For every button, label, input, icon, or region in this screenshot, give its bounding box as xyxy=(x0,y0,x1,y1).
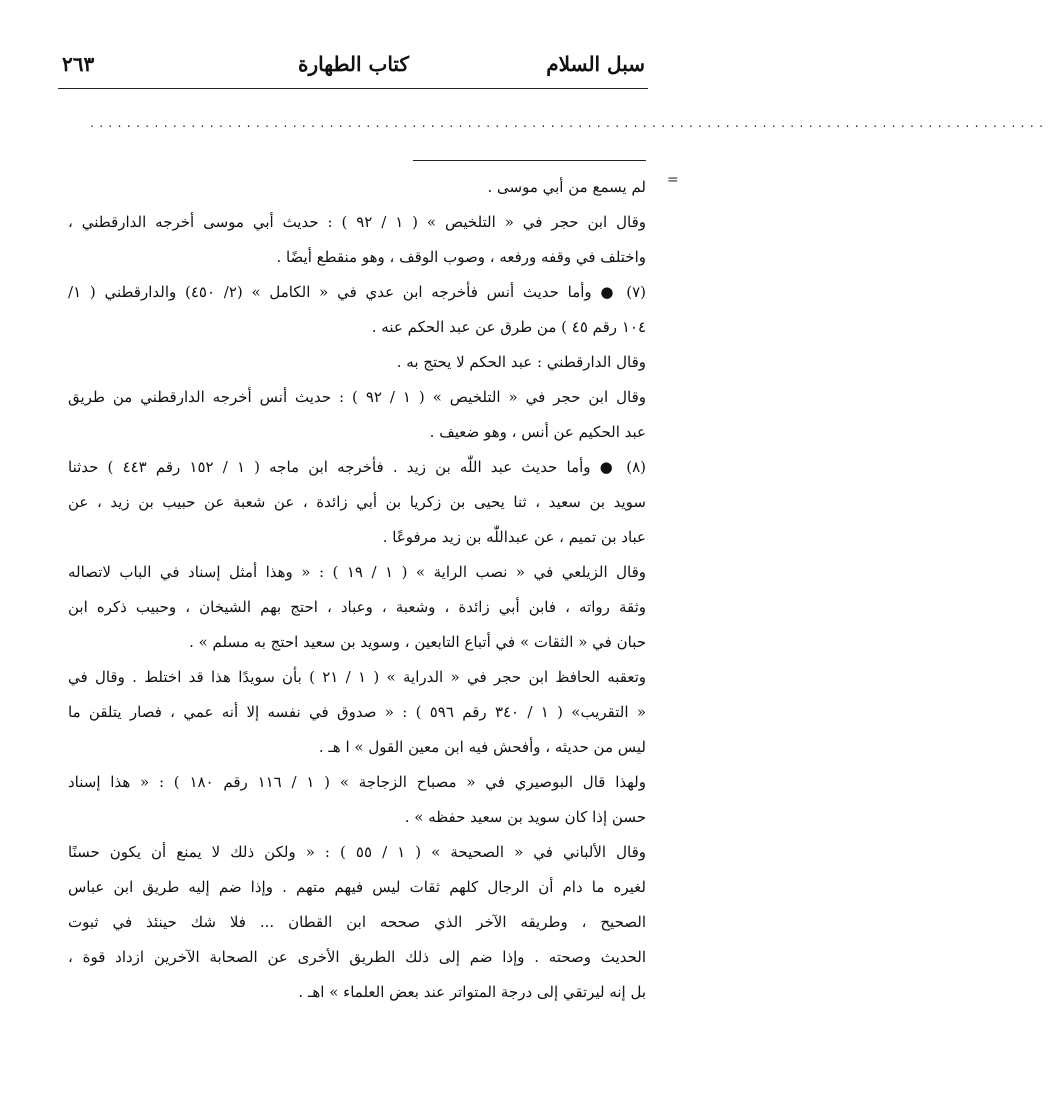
text-line: (٧) ● وأما حديث أنس فأخرجه ابن عدي في « الكامل » (٢/ ٤٥٠) والدارقطني ( ١/ xyxy=(68,283,647,301)
text-line: لغيره ما دام أن الرجال كلهم ثقات ليس فيهم متهم . وإذا ضم إليه طريق ابن عباس xyxy=(68,878,646,896)
text-line: وقال الزيلعي في « نصب الراية » ( ١ / ١٩ ) : « وهذا أمثل إسناد في الباب لاتصاله xyxy=(68,563,646,581)
continuation-marker: = xyxy=(667,172,679,188)
text-line: « التقريب» ( ١ / ٣٤٠ رقم ٥٩٦ ) : « صدوق في نفسه إلا أنه عمي ، فصار يتلقن ما xyxy=(68,703,646,721)
text-line: حبان في « الثقات » في أتباع التابعين ، وسويد بن سعيد احتج به مسلم » . xyxy=(189,633,646,651)
text-line: حسن إذا كان سويد بن سعيد حفظه » . xyxy=(404,808,646,826)
header-rule xyxy=(58,88,648,89)
book-title: سبل السلام xyxy=(546,52,645,76)
page-number: ٢٦٣ xyxy=(62,52,95,76)
text-line: وقال الدارقطني : عبد الحكم لا يحتج به . xyxy=(396,353,646,371)
text-line: وتعقبه الحافظ ابن حجر في « الدراية » ( ١ / ٢١ ) بأن سويدًا هذا قد اختلط . وقال في xyxy=(68,668,647,686)
text-line: وثقة رواته ، فابن أبي زائدة ، وشعبة ، وعباد ، احتج بهم الشيخان ، وحبيب ذكره ابن xyxy=(68,598,646,616)
chapter-title: كتاب الطهارة xyxy=(298,52,409,76)
text-line: وقال ابن حجر في « التلخيص » ( ١ / ٩٢ ) : حديث أنس أخرجه الدارقطني من طريق xyxy=(68,388,647,406)
text-line: سويد بن سعيد ، ثنا يحيى بن زكريا بن أبي زائدة ، عن شعبة عن حبيب بن زيد ، عن xyxy=(68,493,646,511)
page-header xyxy=(62,52,645,88)
text-line: الصحيح ، وطريقه الآخر الذي صححه ابن القطان ... فلا شك حينئذ في ثبوت xyxy=(68,913,646,931)
text-line: بل إنه ليرتقي إلى درجة المتواتر عند بعض العلماء » اهـ . xyxy=(298,983,646,1001)
text-line: لم يسمع من أبي موسى . xyxy=(487,178,646,196)
text-line: وقال ابن حجر في « التلخيص » ( ١ / ٩٢ ) : حديث أبي موسى أخرجه الدارقطني ، xyxy=(68,213,647,231)
text-line: الحديث وصحته . وإذا ضم إلى ذلك الطريق الأخرى عن الصحابة الآخرين ازداد قوة ، xyxy=(68,948,646,966)
dotted-separator: ........................................................................................................ xyxy=(90,116,1048,130)
text-line: وقال الألباني في « الصحيحة » ( ١ / ٥٥ ) : « ولكن ذلك لا يمنع أن يكون حسنًا xyxy=(68,843,646,861)
text-line: (٨) ● وأما حديث عبد اللّٰه بن زيد . فأخرجه ابن ماجه ( ١ / ١٥٢ رقم ٤٤٣ ) حدثنا xyxy=(68,458,647,476)
footnote-rule xyxy=(413,160,646,161)
text-line: ليس من حديثه ، وأفحش فيه ابن معين القول » ا هـ . xyxy=(318,738,646,756)
footnote-body xyxy=(68,170,646,1010)
text-line: ١٠٤ رقم ٤٥ ) من طرق عن عبد الحكم عنه . xyxy=(371,318,646,336)
text-line: عبد الحكيم عن أنس ، وهو ضعيف . xyxy=(429,423,646,441)
text-line: عباد بن تميم ، عن عبداللّٰه بن زيد مرفوعًا . xyxy=(382,528,646,546)
text-line: واختلف في وقفه ورفعه ، وصوب الوقف ، وهو منقطع أيضًا . xyxy=(276,248,646,266)
text-line: ولهذا قال البوصيري في « مصباح الزجاجة » ( ١ / ١١٦ رقم ١٨٠ ) : « هذا إسناد xyxy=(68,773,646,791)
